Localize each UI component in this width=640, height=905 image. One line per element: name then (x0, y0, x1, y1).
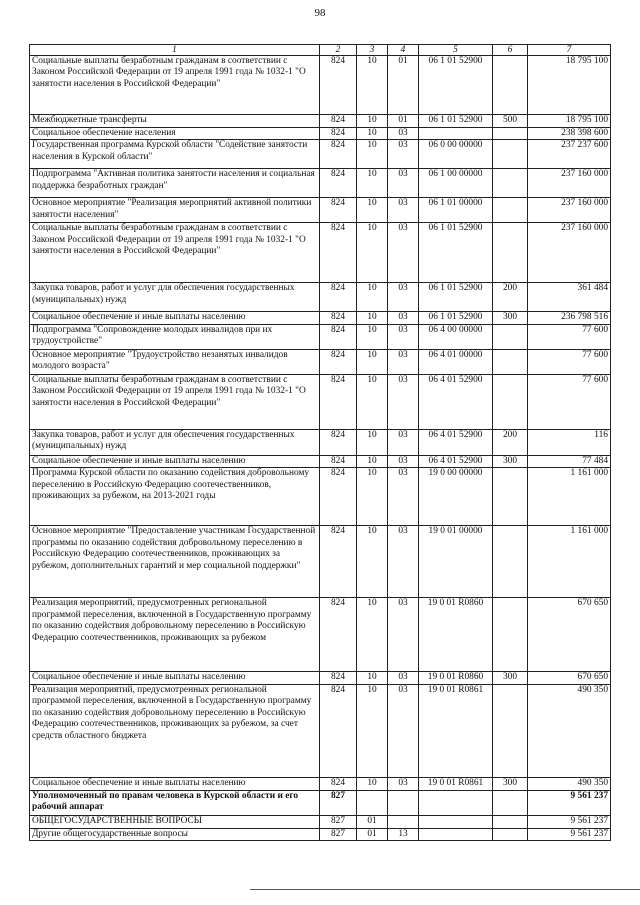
subsection-code-cell (388, 790, 419, 815)
subsection-code-cell: 03 (388, 324, 419, 349)
section-code-cell: 10 (357, 468, 388, 526)
column-header: 5 (419, 45, 493, 56)
subsection-code-cell: 03 (388, 169, 419, 198)
target-article-cell: 06 4 01 00000 (419, 349, 493, 374)
row-name-cell: Основное мероприятие "Предоставление участникам Государственной программы по оказанию содействия добровольному переселению в Российскую Федерацию соотечественников, проживающих за рубежом, дополнительных гарантий и мер социальной поддержки" (30, 526, 320, 598)
amount-cell: 1 161 000 (528, 468, 611, 526)
table-row (30, 140, 611, 169)
expense-type-cell (493, 598, 528, 672)
section-code-cell: 01 (357, 815, 388, 828)
row-name-cell: Государственная программа Курской области "Содействие занятости населения в Курской области" (30, 140, 320, 169)
subsection-code-cell: 03 (388, 349, 419, 374)
target-article-cell: 19 0 01 R0861 (419, 684, 493, 777)
amount-cell: 670 650 (528, 598, 611, 672)
expense-type-cell (493, 790, 528, 815)
amount-cell: 18 795 100 (528, 56, 611, 115)
section-code-cell: 10 (357, 672, 388, 684)
admin-code-cell: 824 (320, 223, 357, 283)
table-row (30, 56, 611, 115)
target-article-cell (419, 790, 493, 815)
target-article-cell: 06 1 01 52900 (419, 223, 493, 283)
admin-code-cell: 824 (320, 169, 357, 198)
row-name-cell: Социальное обеспечение и иные выплаты населению (30, 312, 320, 324)
target-article-cell: 06 4 01 52900 (419, 429, 493, 455)
table-row (30, 598, 611, 672)
row-name-cell: ОБЩЕГОСУДАРСТВЕННЫЕ ВОПРОСЫ (30, 815, 320, 828)
admin-code-cell: 824 (320, 777, 357, 790)
expense-type-cell (493, 374, 528, 429)
column-header: 1 (30, 45, 320, 56)
row-name-cell: Социальное обеспечение населения (30, 128, 320, 140)
section-code-cell: 10 (357, 429, 388, 455)
budget-table (29, 44, 611, 841)
row-name-cell: Подпрограмма "Сопровождение молодых инвалидов при их трудоустройстве" (30, 324, 320, 349)
admin-code-cell: 824 (320, 349, 357, 374)
column-header: 7 (528, 45, 611, 56)
subsection-code-cell: 03 (388, 455, 419, 467)
amount-cell: 361 484 (528, 283, 611, 312)
subsection-code-cell: 03 (388, 598, 419, 672)
amount-cell: 9 561 237 (528, 815, 611, 828)
row-name-cell: Подпрограмма "Активная политика занятости населения и социальная поддержка безработных граждан" (30, 169, 320, 198)
expense-type-cell (493, 349, 528, 374)
subsection-code-cell: 03 (388, 672, 419, 684)
admin-code-cell: 824 (320, 115, 357, 128)
admin-code-cell: 824 (320, 198, 357, 223)
table-row (30, 349, 611, 374)
row-name-cell: Социальное обеспечение и иные выплаты населению (30, 777, 320, 790)
amount-cell: 77 484 (528, 455, 611, 467)
expense-type-cell: 200 (493, 283, 528, 312)
column-header: 6 (493, 45, 528, 56)
subsection-code-cell: 03 (388, 374, 419, 429)
admin-code-cell: 824 (320, 324, 357, 349)
subsection-code-cell: 03 (388, 429, 419, 455)
expense-type-cell: 200 (493, 429, 528, 455)
section-code-cell: 10 (357, 283, 388, 312)
amount-cell: 1 161 000 (528, 526, 611, 598)
table-row (30, 283, 611, 312)
admin-code-cell: 824 (320, 374, 357, 429)
section-code-cell: 10 (357, 56, 388, 115)
row-name-cell: Другие общегосударственные вопросы (30, 828, 320, 840)
admin-code-cell: 824 (320, 140, 357, 169)
section-code-cell: 10 (357, 349, 388, 374)
row-name-cell: Межбюджетные трансферты (30, 115, 320, 128)
target-article-cell: 06 4 01 52900 (419, 455, 493, 467)
row-name-cell: Программа Курской области по оказанию содействия добровольному переселению в Российскую Федерацию соотечественников, проживающих за рубежом, на 2013-2021 годы (30, 468, 320, 526)
admin-code-cell: 827 (320, 815, 357, 828)
column-header: 2 (320, 45, 357, 56)
admin-code-cell: 824 (320, 429, 357, 455)
section-code-cell: 10 (357, 777, 388, 790)
table-row (30, 777, 611, 790)
subsection-code-cell: 03 (388, 468, 419, 526)
row-name-cell: Реализация мероприятий, предусмотренных региональной программой переселения, включенной в Государственную программу по оказанию содействия добровольному переселению в Российскую Федерацию соотечественников, проживающих за рубежом (30, 598, 320, 672)
expense-type-cell (493, 223, 528, 283)
section-code-cell: 10 (357, 526, 388, 598)
amount-cell: 18 795 100 (528, 115, 611, 128)
subsection-code-cell: 03 (388, 198, 419, 223)
amount-cell: 9 561 237 (528, 790, 611, 815)
admin-code-cell: 824 (320, 598, 357, 672)
admin-code-cell: 824 (320, 526, 357, 598)
table-row (30, 468, 611, 526)
expense-type-cell: 300 (493, 672, 528, 684)
table-row (30, 672, 611, 684)
row-name-cell: Реализация мероприятий, предусмотренных региональной программой переселения, включенной в Государственную программу по оказанию содействия добровольному переселению в Российскую Федерацию соотечественников, проживающих за рубежом, за счет средств областного бюджета (30, 684, 320, 777)
page-number: 98 (314, 7, 326, 19)
row-name-cell: Социальные выплаты безработным гражданам в соответствии с Законом Российской Федерации от 19 апреля 1991 года № 1032-1 "О занятости населения в Российской Федерации" (30, 223, 320, 283)
target-article-cell: 19 0 00 00000 (419, 468, 493, 526)
admin-code-cell: 824 (320, 684, 357, 777)
row-name-cell: Закупка товаров, работ и услуг для обеспечения государственных (муниципальных) нужд (30, 429, 320, 455)
target-article-cell: 19 0 01 R0860 (419, 598, 493, 672)
table-row (30, 684, 611, 777)
expense-type-cell (493, 128, 528, 140)
section-code-cell: 01 (357, 828, 388, 840)
table-row (30, 223, 611, 283)
amount-cell: 116 (528, 429, 611, 455)
expense-type-cell: 300 (493, 777, 528, 790)
amount-cell: 77 600 (528, 324, 611, 349)
target-article-cell: 06 1 01 52900 (419, 56, 493, 115)
expense-type-cell (493, 324, 528, 349)
target-article-cell: 06 1 01 52900 (419, 312, 493, 324)
column-header: 4 (388, 45, 419, 56)
row-name-cell: Основное мероприятие "Трудоустройство незанятых инвалидов молодого возраста" (30, 349, 320, 374)
amount-cell: 237 160 000 (528, 169, 611, 198)
section-code-cell: 10 (357, 598, 388, 672)
subsection-code-cell: 03 (388, 140, 419, 169)
amount-cell: 77 600 (528, 374, 611, 429)
row-name-cell: Уполномоченный по правам человека в Курской области и его рабочий аппарат (30, 790, 320, 815)
subsection-code-cell: 03 (388, 283, 419, 312)
amount-cell: 236 798 516 (528, 312, 611, 324)
section-code-cell: 10 (357, 312, 388, 324)
target-article-cell (419, 128, 493, 140)
expense-type-cell (493, 828, 528, 840)
column-header: 3 (357, 45, 388, 56)
subsection-code-cell: 01 (388, 115, 419, 128)
amount-cell: 490 350 (528, 777, 611, 790)
subsection-code-cell: 01 (388, 56, 419, 115)
admin-code-cell: 824 (320, 455, 357, 467)
admin-code-cell: 824 (320, 312, 357, 324)
target-article-cell: 06 1 00 00000 (419, 169, 493, 198)
target-article-cell (419, 828, 493, 840)
section-code-cell (357, 790, 388, 815)
table-row (30, 169, 611, 198)
section-code-cell: 10 (357, 324, 388, 349)
section-code-cell: 10 (357, 140, 388, 169)
section-code-cell: 10 (357, 374, 388, 429)
expense-type-cell (493, 198, 528, 223)
section-code-cell: 10 (357, 223, 388, 283)
table-row (30, 312, 611, 324)
expense-type-cell (493, 468, 528, 526)
table-header-row (30, 45, 611, 56)
row-name-cell: Социальное обеспечение и иные выплаты населению (30, 672, 320, 684)
subsection-code-cell: 13 (388, 828, 419, 840)
section-code-cell: 10 (357, 684, 388, 777)
admin-code-cell: 824 (320, 672, 357, 684)
amount-cell: 9 561 237 (528, 828, 611, 840)
subsection-code-cell (388, 815, 419, 828)
row-name-cell: Социальное обеспечение и иные выплаты населению (30, 455, 320, 467)
expense-type-cell: 300 (493, 455, 528, 467)
table-row (30, 324, 611, 349)
subsection-code-cell: 03 (388, 526, 419, 598)
table-row (30, 828, 611, 840)
amount-cell: 237 160 000 (528, 223, 611, 283)
expense-type-cell (493, 815, 528, 828)
table-row (30, 198, 611, 223)
table-row (30, 455, 611, 467)
target-article-cell: 19 0 01 R0860 (419, 672, 493, 684)
amount-cell: 490 350 (528, 684, 611, 777)
table-row (30, 115, 611, 128)
section-code-cell: 10 (357, 115, 388, 128)
row-name-cell: Закупка товаров, работ и услуг для обеспечения государственных (муниципальных) нужд (30, 283, 320, 312)
row-name-cell: Основное мероприятие "Реализация мероприятий активной политики занятости населения" (30, 198, 320, 223)
expense-type-cell (493, 56, 528, 115)
expense-type-cell: 300 (493, 312, 528, 324)
admin-code-cell: 824 (320, 468, 357, 526)
expense-type-cell (493, 140, 528, 169)
subsection-code-cell: 03 (388, 777, 419, 790)
section-code-cell: 10 (357, 455, 388, 467)
admin-code-cell: 824 (320, 56, 357, 115)
target-article-cell (419, 815, 493, 828)
subsection-code-cell: 03 (388, 223, 419, 283)
row-name-cell: Социальные выплаты безработным гражданам в соответствии с Законом Российской Федерации от 19 апреля 1991 года № 1032-1 "О занятости населения в Российской Федерации" (30, 374, 320, 429)
subsection-code-cell: 03 (388, 128, 419, 140)
target-article-cell: 06 1 01 52900 (419, 283, 493, 312)
section-code-cell: 10 (357, 198, 388, 223)
admin-code-cell: 827 (320, 790, 357, 815)
section-code-cell: 10 (357, 128, 388, 140)
target-article-cell: 06 1 01 52900 (419, 115, 493, 128)
expense-type-cell (493, 684, 528, 777)
expense-type-cell (493, 526, 528, 598)
amount-cell: 238 398 600 (528, 128, 611, 140)
subsection-code-cell: 03 (388, 684, 419, 777)
amount-cell: 237 160 000 (528, 198, 611, 223)
admin-code-cell: 824 (320, 128, 357, 140)
footer-rule (250, 889, 640, 890)
admin-code-cell: 824 (320, 283, 357, 312)
target-article-cell: 06 0 00 00000 (419, 140, 493, 169)
expense-type-cell: 500 (493, 115, 528, 128)
target-article-cell: 06 4 01 52900 (419, 374, 493, 429)
target-article-cell: 06 4 00 00000 (419, 324, 493, 349)
amount-cell: 670 650 (528, 672, 611, 684)
table-row (30, 815, 611, 828)
expense-type-cell (493, 169, 528, 198)
target-article-cell: 19 0 01 00000 (419, 526, 493, 598)
table-row (30, 526, 611, 598)
row-name-cell: Социальные выплаты безработным гражданам в соответствии с Законом Российской Федерации от 19 апреля 1991 года № 1032-1 "О занятости населения в Российской Федерации" (30, 56, 320, 115)
target-article-cell: 19 0 01 R0861 (419, 777, 493, 790)
table-row (30, 429, 611, 455)
table-row (30, 128, 611, 140)
amount-cell: 237 237 600 (528, 140, 611, 169)
table-row (30, 374, 611, 429)
subsection-code-cell: 03 (388, 312, 419, 324)
amount-cell: 77 600 (528, 349, 611, 374)
table-row (30, 790, 611, 815)
target-article-cell: 06 1 01 00000 (419, 198, 493, 223)
admin-code-cell: 827 (320, 828, 357, 840)
section-code-cell: 10 (357, 169, 388, 198)
